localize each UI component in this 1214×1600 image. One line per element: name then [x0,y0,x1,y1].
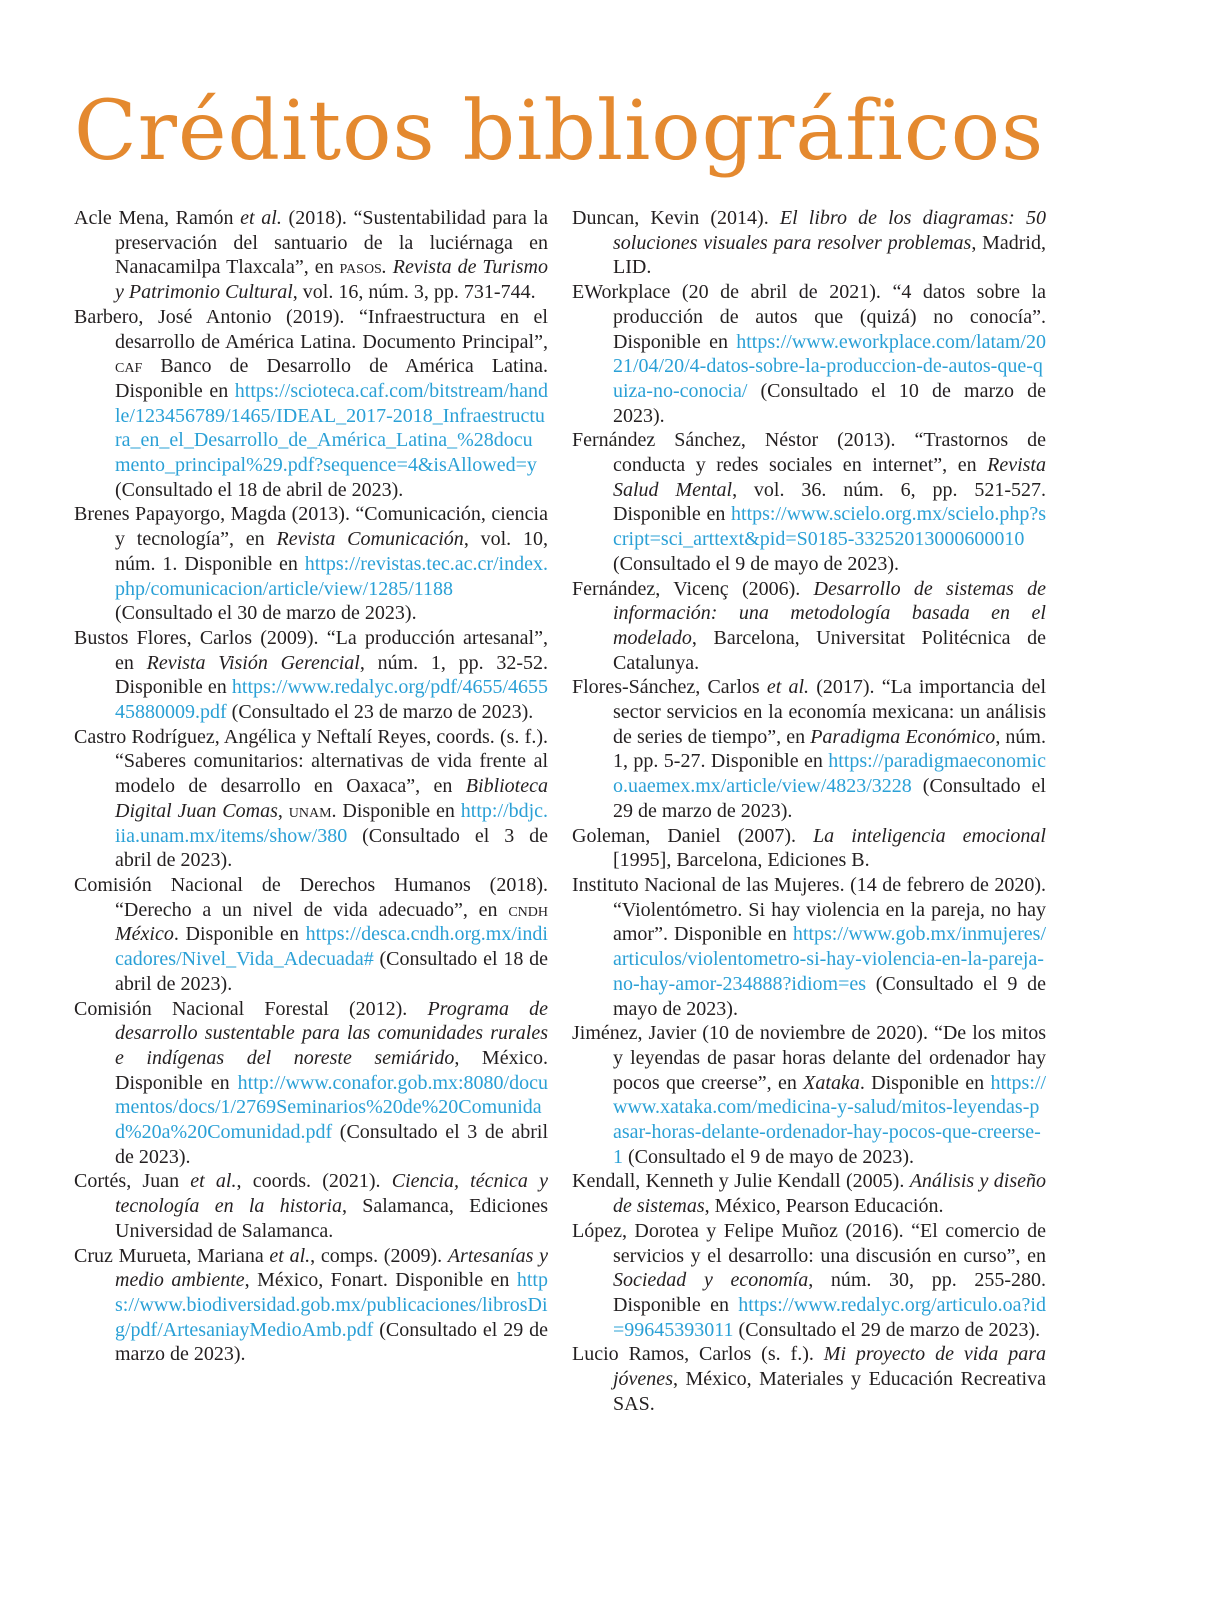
reference-text: (Consultado el 10 de marzo de 2023). [613,379,1046,427]
reference-text: Flores-Sánchez, Carlos [572,676,767,699]
reference-italic-text: Artesanías y medio ambiente [115,1244,548,1292]
reference-text: (2017). “La importancia del sector servicios en la economía mexicana: un análisis de series de tiempo”, en [613,676,1046,748]
reference-entry [74,997,548,1170]
reference-text: , Barcelona, Universitat Politécnica de Catalunya. [613,626,1046,674]
reference-link[interactable]: https://desca.cndh.org.mx/indicadores/Nivel_Vida_Adecuada# [115,923,548,971]
reference-text: (Consultado el 29 de marzo de 2023). [115,1318,548,1366]
reference-text: Bustos Flores, Carlos (2009). “La producción artesanal”, en [74,626,548,674]
reference-italic-text: Programa de desarrollo sustentable para las comunidades rurales e indígenas del noreste semiárido [115,997,548,1069]
reference-italic-text: Biblioteca Digital Juan Comas [115,775,548,822]
reference-text: Acle Mena, Ramón [74,207,241,229]
reference-entry [74,873,548,997]
reference-text: . Disponible en [859,1071,991,1094]
reference-text: [1995], Barcelona, Ediciones B. [613,849,870,872]
page-title: Créditos bibliográficos [74,84,1045,179]
reference-acronym: pasos [339,256,382,279]
reference-entry [74,502,548,626]
reference-acronym: caf [115,355,143,378]
reference-entry [572,873,1046,1021]
reference-entry [74,305,548,503]
reference-text: , núm. 1, pp. 32-52. Disponible en [115,651,548,699]
reference-text: Comisión Nacional Forestal (2012). [74,997,428,1020]
reference-text: , [277,799,289,822]
reference-text: , comps. (2009). [310,1244,448,1267]
reference-italic-text: Xataka [803,1071,860,1094]
reference-text: (Consultado el 3 de abril de 2023). [115,824,548,872]
reference-text: Fernández Sánchez, Néstor (2013). “Trastornos de conducta y redes sociales en internet”, en [572,429,1046,477]
reference-text: , coords. (2021). [236,1170,392,1193]
reference-italic-text: Desarrollo de sistemas de información: una metodología basada en el modelado [613,577,1046,649]
reference-italic-text: et al. [190,1170,237,1193]
reference-text: Comisión Nacional de Derechos Humanos (2018). “Derecho a un nivel de vida adecuado”, en [74,873,548,921]
reference-text: (Consultado el 9 de mayo de 2023). [613,972,1046,1020]
reference-italic-text: et al. [766,676,810,699]
reference-text: Goleman, Daniel (2007). [572,824,814,847]
reference-italic-text: Mi proyecto de vida para jóvenes [613,1343,1046,1391]
reference-italic-text: Paradigma Económico [810,725,996,748]
reference-entry [74,1244,548,1368]
reference-text: (Consultado el 3 de abril de 2023). [115,1121,548,1168]
reference-italic-text: Ciencia, técnica y tecnología en la historia [115,1170,549,1218]
reference-text: Lucio Ramos, Carlos (s. f.). [572,1343,824,1366]
reference-text: , vol. 16, núm. 3, pp. 731-744. [292,281,536,304]
reference-text: Duncan, Kevin (2014). [572,207,780,229]
reference-link[interactable]: https://www.eworkplace.com/latam/2021/04/20/4-datos-sobre-la-produccion-de-autos-que-quiza-no-conocia/ [613,330,1046,402]
reference-italic-text: La inteligencia emocional [813,824,1046,847]
reference-text: Instituto Nacional de las Mujeres. (14 de febrero de 2020). “Violentómetro. Si hay violencia en la pareja, no hay amor”. Disponible en [572,873,1046,946]
reference-text: . Disponible en [173,923,306,946]
reference-link[interactable]: https://www.scielo.org.mx/scielo.php?script=sci_arttext&pid=S0185-33252013000600010 [613,503,1046,551]
reference-text: (Consultado el 9 de mayo de 2023). [613,552,900,575]
reference-italic-text: Sociedad y economía [613,1269,809,1292]
reference-text: Kendall, Kenneth y Julie Kendall (2005). [572,1170,910,1193]
reference-entry [572,1021,1046,1169]
reference-text: (Consultado el 29 de marzo de 2023). [613,775,1046,822]
reference-link[interactable]: https://www.gob.mx/inmujeres/articulos/violentometro-si-hay-violencia-en-la-pareja-no-hay-amor-234888?idiom=es [613,923,1046,995]
reference-entry [572,280,1046,428]
reference-italic-text: Revista Salud Mental [613,454,1046,501]
reference-text: (Consultado el 29 de marzo de 2023). [733,1318,1041,1341]
reference-italic-text: Análisis y diseño de sistemas [613,1170,1047,1218]
reference-italic-text: et al. [240,207,282,229]
reference-text: , Salamanca, Ediciones Universidad de Salamanca. [115,1195,548,1242]
reference-text: , vol. 36. núm. 6, pp. 521-527. Disponible en [613,478,1046,526]
reference-italic-text: et al. [269,1244,311,1267]
reference-text: EWorkplace (20 de abril de 2021). “4 datos sobre la producción de autos que (quizá) no conocía”. Disponible en [572,281,1046,353]
reference-entry [572,1219,1046,1343]
references-column-left [74,206,548,1367]
reference-link[interactable]: https://www.redalyc.org/articulo.oa?id=99645393011 [613,1293,1046,1341]
reference-text: Cortés, Juan [74,1170,191,1193]
reference-entry [572,824,1046,873]
reference-text: , núm. 30, pp. 255-280. Disponible en [613,1269,1046,1316]
reference-text: , Madrid, LID. [613,231,1046,279]
reference-entry [572,1342,1046,1416]
reference-text: (Consultado el 9 de mayo de 2023). [623,1145,915,1168]
reference-text: (Consultado el 23 de marzo de 2023). [226,701,534,724]
reference-italic-text: El libro de los diagramas: 50 soluciones visuales para resolver problemas [613,207,1046,254]
reference-link[interactable]: https://scioteca.caf.com/bitstream/handle/123456789/1465/IDEAL_2017-2018_Infraestructura_en_el_Desarrollo_de_América_Latina_%28documento_principal%29.pdf?sequence=4&isAllowed=y [115,379,548,477]
reference-text: (2018). “Sustentabilidad para la preservación del santuario de la luciérnaga en Nanacamilpa Tlaxcala”, en [115,207,548,279]
reference-text: Brenes Papayorgo, Magda (2013). “Comunicación, ciencia y tecnología”, en [74,503,548,551]
reference-text: , vol. 10, núm. 1. Disponible en [115,528,548,575]
reference-link[interactable]: https://www.biodiversidad.gob.mx/publicaciones/librosDig/pdf/ArtesaniayMedioAmb.pdf [115,1269,548,1341]
reference-acronym: cndh [508,898,548,921]
reference-entry [572,1169,1046,1218]
reference-text: López, Dorotea y Felipe Muñoz (2016). “El comercio de servicios y el desarrollo: una discusión en curso”, en [572,1219,1046,1267]
reference-entry [572,428,1046,576]
reference-entry [572,675,1046,823]
reference-acronym: unam [288,799,332,822]
reference-italic-text: Revista Visión Gerencial [146,651,360,674]
reference-link[interactable]: https://revistas.tec.ac.cr/index.php/comunicacion/article/view/1285/1188 [115,552,548,600]
reference-link[interactable]: https://www.xataka.com/medicina-y-salud/mitos-leyendas-pasar-horas-delante-ordenador-hay-pocos-que-creerse-1 [613,1071,1047,1168]
reference-text: , México, Materiales y Educación Recreativa SAS. [613,1368,1046,1415]
reference-entry [572,206,1046,280]
reference-entry [74,725,548,873]
reference-italic-text: . Revista de Turismo y Patrimonio Cultural [115,256,548,304]
reference-entry [74,1169,548,1243]
reference-entry [572,577,1046,676]
reference-text: Cruz Murueta, Mariana [74,1244,270,1267]
reference-text: . Disponible en [331,799,461,822]
reference-italic-text: Revista Comunicación [276,528,464,551]
reference-entry [74,206,548,305]
reference-italic-text: México [115,923,174,946]
reference-entry [74,626,548,725]
reference-text: (Consultado el 18 de abril de 2023). [115,478,404,501]
reference-text: Jiménez, Javier (10 de noviembre de 2020). “De los mitos y leyendas de pasar horas delante del ordenador hay pocos que creerse”, en [572,1022,1046,1094]
reference-text: Barbero, José Antonio (2019). “Infraestructura en el desarrollo de América Latina. Documento Principal”, [74,305,548,353]
reference-text: Fernández, Vicenç (2006). [572,577,814,600]
reference-link[interactable]: https://paradigmaeconomico.uaemex.mx/article/view/4823/3228 [613,750,1046,798]
reference-link[interactable]: https://www.redalyc.org/pdf/4655/465545880009.pdf [115,676,548,724]
reference-text: (Consultado el 18 de abril de 2023). [115,948,548,995]
references-column-right [572,206,1046,1416]
reference-link[interactable]: http://bdjc.iia.unam.mx/items/show/380 [115,799,548,847]
reference-text: , México, Fonart. Disponible en [244,1269,517,1292]
reference-text: , México. Disponible en [115,1046,549,1094]
reference-text: , México, Pearson Educación. [704,1195,944,1218]
reference-text: (Consultado el 30 de marzo de 2023). [115,602,417,625]
reference-text: Castro Rodríguez, Angélica y Neftalí Reyes, coords. (s. f.). “Saberes comunitarios: alternativas de vida frente al modelo de desarrollo en Oaxaca”, en [74,725,548,798]
reference-text: , núm. 1, pp. 5-27. Disponible en [613,725,1046,773]
reference-text: Banco de Desarrollo de América Latina. Disponible en [115,355,548,402]
reference-link[interactable]: http://www.conafor.gob.mx:8080/documentos/docs/1/2769Seminarios%20de%20Comunidad%20a%20Comunidad.pdf [115,1071,548,1144]
